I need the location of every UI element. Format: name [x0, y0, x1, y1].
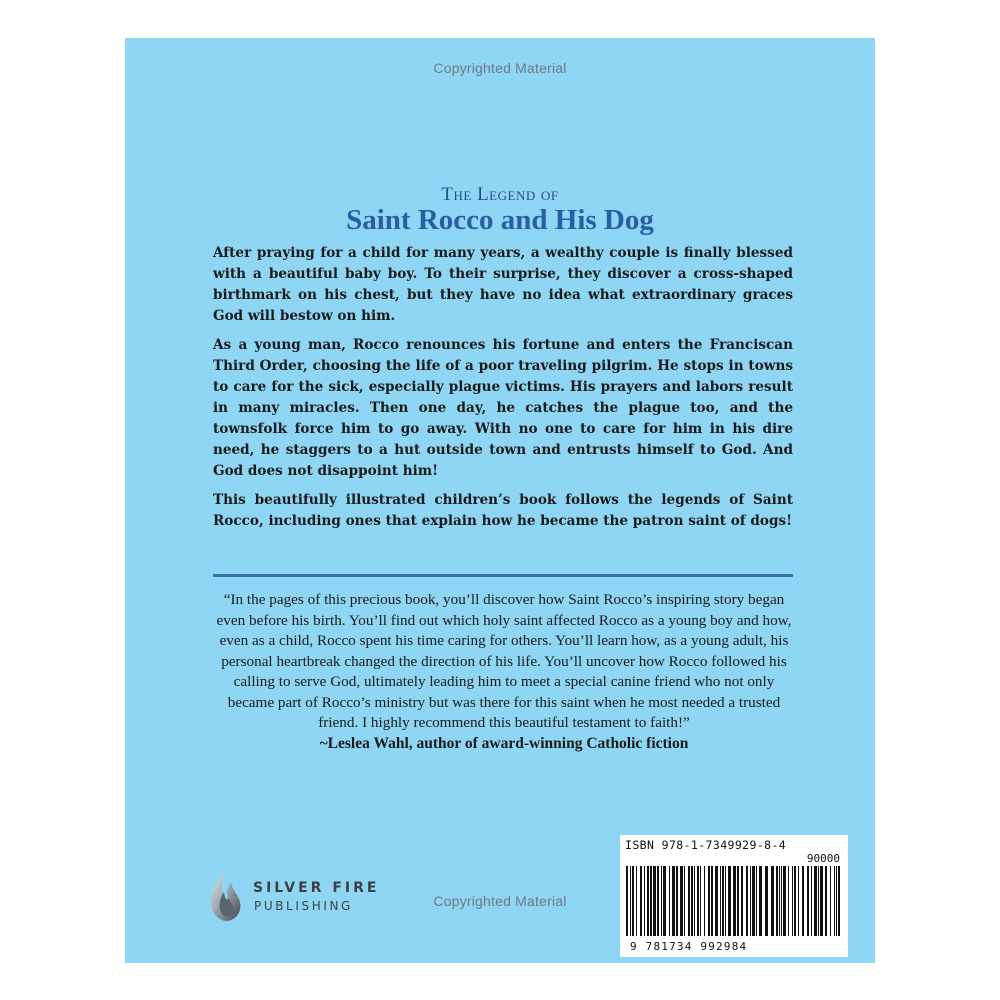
watermark-top: Copyrighted Material — [433, 60, 567, 76]
section-divider — [213, 574, 793, 577]
isbn-label: ISBN 978-1-7349929-8-4 — [625, 838, 787, 852]
blurb — [213, 243, 793, 540]
blurb-paragraph: After praying for a child for many years, a wealthy couple is finally blessed with a beautiful baby boy. To their surprise, they discover a cross-shaped birthmark on his chest, but they have no idea what extraordinary graces God will bestow on him. — [213, 245, 793, 324]
publisher-name: SILVER FIRE — [253, 880, 380, 896]
blurb-paragraph: As a young man, Rocco renounces his fortune and enters the Franciscan Third Order, choosing the life of a poor traveling pilgrim. He stops in towns to care for the sick, especially plague victims. His prayers and labors result in many miracles. Then one day, he catches the plague too, and the townsfolk force him to go away. With no one to care for him in his dire need, he staggers to a hut outside town and entrusts himself to God. And God does not disappoint him! — [213, 337, 793, 479]
book-back-cover — [125, 38, 875, 963]
endorsement — [213, 590, 795, 754]
endorsement-author: ~Leslea Wahl, author of award-winning Catholic fiction — [319, 734, 689, 752]
book-title: Saint Rocco and His Dog — [346, 204, 654, 236]
endorsement-text: “In the pages of this precious book, you’ll discover how Saint Rocco’s inspiring story began even before his birth. You’ll find out which holy saint affected Rocco as a young boy and how, even as a child, Rocco spent his time caring for others. You’ll learn how, as a young adult, his personal heartbreak changed the direction of his life. You’ll uncover how Rocco followed his calling to serve God, ultimately leading him to meet a special canine friend who not only became part of Rocco’s ministry but was there for this saint when he most needed a trusted friend. I highly recommend this beautiful testament to faith!” — [216, 591, 792, 731]
watermark-bottom: Copyrighted Material — [433, 893, 567, 909]
price-code: 90000 — [806, 852, 840, 865]
ean-number: 9 781734 992984 — [630, 940, 748, 953]
title-prefix: The Legend of — [441, 184, 559, 205]
publisher-subtitle: PUBLISHING — [254, 899, 353, 913]
blurb-paragraph: This beautifully illustrated children’s book follows the legends of Saint Rocco, including ones that explain how he became the patron saint of dogs! — [213, 492, 793, 529]
